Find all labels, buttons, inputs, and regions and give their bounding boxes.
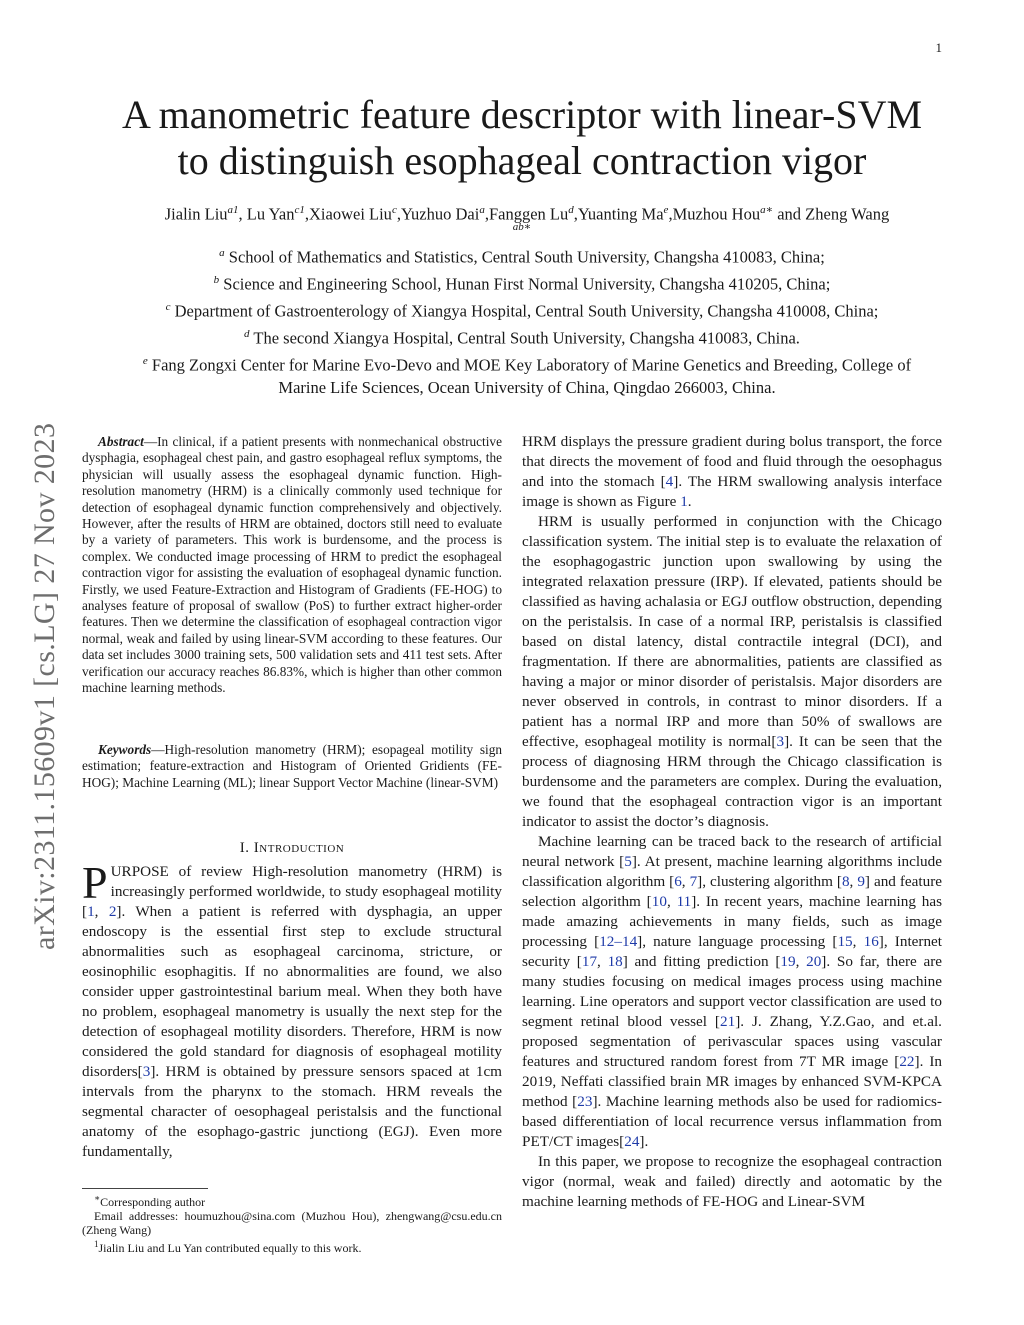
affiliation-c: $^c$ Department of Gastroenterology of Xiangya Hospital, Central South University, Changsha 410008, China;: [165, 300, 879, 321]
affiliation-a: $^a$ School of Mathematics and Statistics, Central South University, Changsha 410083, China;: [219, 247, 825, 267]
right-column-text: [522, 432, 942, 1212]
author: Fanggen Lu: [488, 204, 569, 224]
paper-title: [60, 92, 984, 184]
citation-link[interactable]: 15: [837, 933, 853, 950]
section-number: I.: [239, 840, 250, 856]
keywords-label: Keywords: [98, 742, 152, 757]
footnotes: ∗Corresponding author Email addresses: houmuzhou@sina.com (Muzhou Hou), zhengwang@csu.edu.cn (Zheng Wang) $^1$Jialin Liu and Lu Yan contributed equally to this work.: [82, 1193, 502, 1255]
citation-link[interactable]: 19: [780, 953, 796, 970]
abstract: [82, 434, 502, 697]
affiliation-d: $^d$ The second Xiangya Hospital, Central South University, Changsha 410083, China.: [244, 327, 800, 348]
citation-link[interactable]: 6: [674, 873, 682, 890]
author: Yuanting Ma: [577, 204, 664, 224]
figure-link[interactable]: 1: [680, 493, 688, 510]
citation-link[interactable]: 9: [857, 873, 865, 890]
citation-link[interactable]: 8: [841, 873, 850, 890]
paragraph: HRM displays the pressure gradient during bolus transport, the force that directs the movement of food and fluid through the oesophagus and into the stomach [4]. The HRM swallowing analysis interface image is shown as Figure 1.: [522, 433, 942, 510]
affiliation-b: $^b$ Science and Engineering School, Hunan First Normal University, Changsha 410205, China;: [213, 273, 831, 294]
footnote-emails: Email addresses: houmuzhou@sina.com (Muzhou Hou), zhengwang@csu.edu.cn (Zheng Wang): [82, 1209, 502, 1237]
citation-link[interactable]: 18: [607, 953, 623, 970]
citation-link[interactable]: 3: [142, 1063, 151, 1080]
affiliation-e: $^e$ Fang Zongxi Center for Marine Evo-Devo and MOE Key Laboratory of Marine Genetics and Breeding, College of Marine Life Sciences, Ocean University of China, Qingdao 266003, China.: [142, 354, 912, 397]
author: Muzhou Hou: [672, 204, 761, 224]
lead-word: URPOSE: [110, 863, 169, 880]
author: and Zheng Wang: [777, 204, 890, 224]
citation-link[interactable]: 21: [720, 1013, 736, 1030]
section-heading: [82, 840, 502, 857]
citation-link[interactable]: 10: [651, 893, 667, 910]
citation-link[interactable]: 22: [899, 1053, 915, 1070]
paragraph: Machine learning can be traced back to the research of artificial neural network [5]. At present, machine learning algorithms include classification algorithm [6, 7], clustering algorithm [8, 9] and feature selection algorithm [10, 11]. In recent years, machine learning has made amazing achievements in many fields, such as image processing [12–14], nature language processing [15, 16], Internet security [17, 18] and fitting prediction [19, 20]. So far, there are many studies focusing on medical images process using machine learning. Line operators and support vector classification are used to segment retinal blood vessel [21]. J. Zhang, Y.Z.Gao, and et.al. proposed segmentation of perivascular spaces using vascular features and structured random forest from 7T MR image [22]. In 2019, Neffati classified brain MR images by enhanced SVM-KPCA method [23]. Machine learning methods also be used for radiomics-based differentiation of local recurrence versus inflammation from PET/CT images[24].: [522, 833, 943, 1150]
paragraph: In this paper, we propose to recognize the esophageal contraction vigor (normal, weak and failed) directly and aotomatic by the machine learning methods of FE-HOG and Linear-SVM: [522, 1153, 942, 1210]
section-title: Introduction: [253, 840, 345, 856]
keywords-text: —High-resolution manometry (HRM); esopageal motility sign estimation; feature-extraction and Histogram of Oriented Gridients (FE-HOG); Machine Learning (ML); linear Support Vector Machine (linear-SVM): [82, 742, 502, 790]
citation-link[interactable]: 1: [87, 903, 95, 920]
citation-link[interactable]: 17: [581, 953, 598, 970]
author: Lu Yan: [246, 204, 295, 224]
citation-link[interactable]: 24: [624, 1133, 640, 1150]
footnote-divider: [82, 1188, 208, 1189]
author-list: Jialin Liu$^{a1}$, Lu Yan$^{c1}$,Xiaowei Liu$^c$,Yuzhuo Dai$^a$,Fanggen Lu$^d$,Yuanting Ma$^e$,Muzhou Hou$^{a∗}$ and Zheng Wang: [164, 204, 890, 224]
affiliations: [60, 242, 984, 399]
citation-link[interactable]: 23: [577, 1093, 593, 1110]
page-number: 1: [935, 40, 942, 55]
citation-link[interactable]: 3: [776, 733, 785, 750]
author: Jialin Liu: [164, 204, 228, 224]
author: Xiaowei Liu: [309, 204, 392, 224]
introduction-text: PURPOSE of review High-resolution manometry (HRM) is increasingly performed worldwide, to study esophageal motility [1, 2]. When a patient is referred with dysphagia, an upper endoscopy is the essential first step to exclude structural abnormalities such as esophageal carcinoma, stricture, or eosinophilic esophagitis. If no abnormalities are found, we also consider upper gastrointestinal barium meal. When they both have no problem, esophageal manometry is usually the next step for the detection of esophageal motility disorders. Therefore, HRM is now considered the gold standard for diagnosis of esophageal motility disorders[3]. HRM is obtained by pressure sensors spaced at 1cm intervals from the pharynx to the stomach. HRM reveals the segmental character of oesophageal peristalsis and the functional anatomy of the esophago-gastric junctiong (EGJ). Even more fundamentally,: [82, 857, 502, 1160]
abstract-label: Abstract: [98, 434, 144, 449]
citation-link[interactable]: 11: [676, 893, 692, 910]
citation-link[interactable]: 2: [108, 903, 117, 920]
citation-link[interactable]: 12–14: [599, 933, 638, 950]
title-line-2: to distinguish esophageal contraction vigor: [177, 138, 867, 183]
citation-link[interactable]: 16: [863, 933, 879, 950]
citation-link[interactable]: 7: [689, 873, 698, 890]
keywords: [82, 742, 502, 791]
drop-cap: P: [82, 857, 108, 908]
footnote-corresponding: Corresponding author: [100, 1195, 206, 1209]
paragraph: HRM is usually performed in conjunction with the Chicago classification system. The initial step is to evaluate the relaxation of the esophagogastric junction upon swallowing by using the integrated relaxation pressure (IRP). If elevated, patients should be classified as having achalasia or EGJ outflow obstruction, depending on the peristalsis. In case of a normal IRP, peristalsis is classified based on distal latency, distal contractile integral (DCI), and fragmentation. If there are abnormalities, patients are classified as having a major or minor disorder of peristalsis. Major disorders are never observed in controls, in contrast to minor disorders. If a patient has a normal IRP and more than 50% of swallows are effective, esophageal motility is normal[3]. It can be seen that the process of diagnosing HRM through the Chicago classification is burdensome and the parameters are complex. During the evaluation, we found that the esophageal contraction vigor is an important indicator to assist the doctor’s diagnosis.: [522, 513, 942, 830]
title-line-1: A manometric feature descriptor with linear-SVM: [121, 92, 923, 137]
abstract-text: —In clinical, if a patient presents with nonmechanical obstructive dysphagia, esophageal chest pain, and gastro esophageal reflux symptoms, the physician will usually assess the esophageal dynamic function. High-resolution manometry (HRM) is a clinically commonly used technique for detection of esophageal dynamic function comprehensively and objectively. However, after the results of HRM are obtained, doctors still need to evaluate by a variety of parameters. This work is burdensome, and the process is complex. We conducted image processing of HRM to predict the esophageal contraction vigor for assisting the evaluation of esophageal dynamic function. Firstly, we used Feature-Extraction and Histogram of Gradients (FE-HOG) to analyses feature of proposal of swallow (PoS) to further extract higher-order features. Then we determine the classification of esophageal contraction vigor normal, weak and failed by using linear-SVM according to these features. Our data set includes 3000 training sets, 500 validation sets and 411 test sets. After verification our accuracy reaches 86.83%, which is higher than other common machine learning methods.: [82, 434, 502, 696]
citation-link[interactable]: 5: [624, 853, 632, 870]
arxiv-identifier: arXiv:2311.15609v1 [cs.LG] 27 Nov 2023: [28, 422, 61, 950]
footnote-equal-contribution: Jialin Liu and Lu Yan contributed equally to this work.: [98, 1241, 362, 1255]
citation-link[interactable]: 20: [806, 953, 822, 970]
citation-link[interactable]: 4: [665, 473, 674, 490]
author: Yuzhuo Dai: [400, 204, 480, 224]
author-superscript: ab∗: [512, 221, 532, 233]
